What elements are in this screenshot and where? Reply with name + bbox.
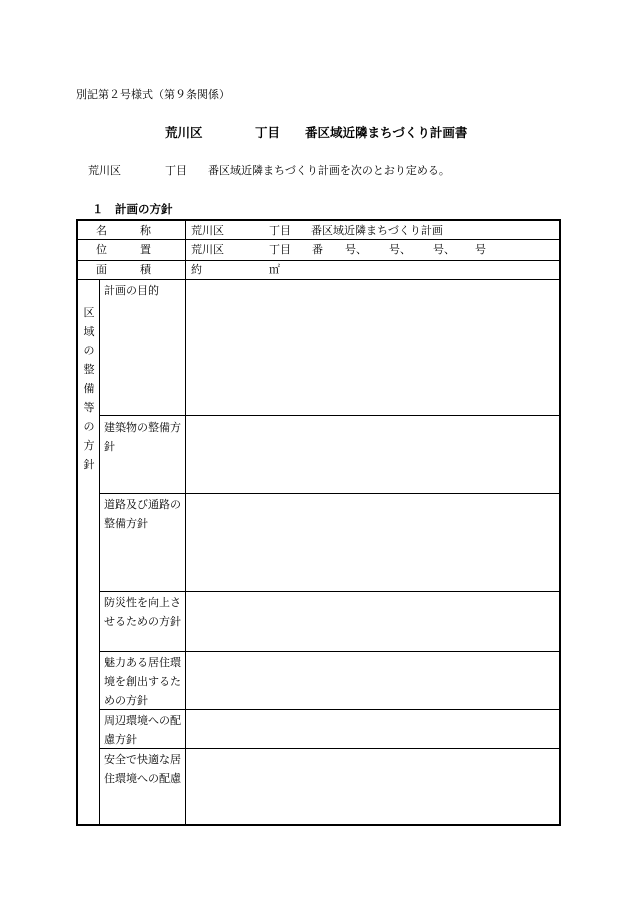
location-chome: 丁目 <box>269 243 291 256</box>
policy-purpose-entry <box>186 280 559 415</box>
title-ward: 荒川区 <box>165 125 203 140</box>
intro-rest: 番区域近隣まちづくり計画を次のとおり定める。 <box>208 164 450 177</box>
plan-policy-table <box>76 219 561 826</box>
form-label: 別記第２号様式（第９条関係） <box>76 88 230 101</box>
policy-road-label: 道路及び通路の整備方針 <box>104 498 181 530</box>
policy-group-label: 区域の整備等の方針 <box>83 306 95 471</box>
policy-building-entry <box>186 416 559 493</box>
area-approx: 約 <box>191 263 202 276</box>
policy-surroundings-label: 周辺環境への配慮方針 <box>104 714 181 746</box>
policy-disaster-entry <box>186 592 559 651</box>
location-go: 号 <box>475 243 486 256</box>
location-go: 号、 <box>345 243 367 256</box>
name-label-char: 名 <box>96 224 107 237</box>
section-heading: １ 計画の方針 <box>92 202 173 216</box>
row-divider <box>78 239 559 240</box>
area-label <box>78 264 185 278</box>
location-value <box>185 244 559 258</box>
location-label <box>78 244 185 258</box>
area-value <box>185 264 559 278</box>
row-divider <box>78 260 559 261</box>
location-ban: 番 <box>312 243 323 256</box>
policy-building-label: 建築物の整備方針 <box>104 421 181 453</box>
intro-chome: 丁目 <box>165 164 187 177</box>
policy-living-environment-entry <box>186 652 559 709</box>
name-chome: 丁目 <box>269 224 291 237</box>
policy-safety-entry <box>186 749 559 824</box>
area-unit: ㎡ <box>269 263 280 276</box>
location-go: 号、 <box>389 243 411 256</box>
location-go: 号、 <box>433 243 455 256</box>
name-rest: 番区域近隣まちづくり計画 <box>311 224 443 237</box>
policy-road-entry <box>186 494 559 591</box>
area-label-char: 面 <box>96 263 107 276</box>
column-divider <box>99 279 100 824</box>
intro-ward: 荒川区 <box>88 164 121 177</box>
policy-surroundings-entry <box>186 710 559 748</box>
policy-living-environment-label: 魅力ある居住環境を創出するための方針 <box>104 656 181 707</box>
location-ward: 荒川区 <box>191 243 224 256</box>
name-label-char: 称 <box>140 224 151 237</box>
policy-disaster-label: 防災性を向上させるための方針 <box>104 596 181 628</box>
title-rest: 番区域近隣まちづくり計画書 <box>305 125 468 140</box>
area-label-char: 積 <box>140 263 151 276</box>
location-label-char: 置 <box>140 243 151 256</box>
location-label-char: 位 <box>96 243 107 256</box>
name-ward: 荒川区 <box>191 224 224 237</box>
name-label <box>78 225 185 239</box>
title-chome: 丁目 <box>255 125 281 140</box>
policy-safety-label: 安全で快適な居住環境への配慮 <box>104 753 181 785</box>
policy-purpose-label: 計画の目的 <box>104 284 159 297</box>
name-value <box>185 225 559 239</box>
